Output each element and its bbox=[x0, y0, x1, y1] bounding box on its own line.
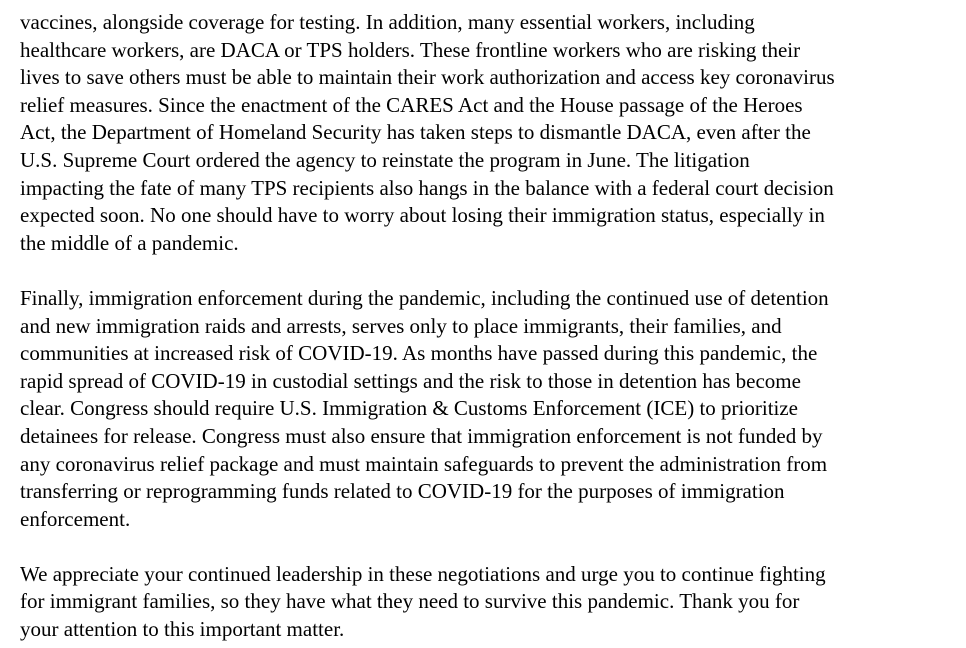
text-line: relief measures. Since the enactment of the CARES Act and the House passage of the Heroes bbox=[20, 92, 803, 117]
text-line: enforcement. bbox=[20, 506, 131, 531]
text-line: expected soon. No one should have to worry about losing their immigration status, especially in bbox=[20, 203, 825, 228]
text-line: vaccines, alongside coverage for testing. In addition, many essential workers, including bbox=[20, 10, 755, 34]
text-line: transferring or reprogramming funds related to COVID-19 for the purposes of immigration bbox=[20, 479, 785, 504]
paragraph-enforcement bbox=[20, 285, 956, 533]
text-line: Act, the Department of Homeland Security has taken steps to dismantle DACA, even after the bbox=[20, 120, 811, 145]
text-line: lives to save others must be able to maintain their work authorization and access key coronavirus bbox=[20, 65, 835, 90]
text-line: impacting the fate of many TPS recipients also hangs in the balance with a federal court decision bbox=[20, 175, 834, 200]
text-line: and new immigration raids and arrests, serves only to place immigrants, their families, and bbox=[20, 313, 782, 338]
text-line: We appreciate your continued leadership in these negotiations and urge you to continue fighting bbox=[20, 561, 826, 586]
letter-body bbox=[20, 9, 956, 644]
text-line: any coronavirus relief package and must maintain safeguards to prevent the administration from bbox=[20, 451, 828, 476]
paragraph-daca-tps bbox=[20, 9, 956, 257]
text-line: healthcare workers, are DACA or TPS holders. These frontline workers who are risking their bbox=[20, 37, 801, 62]
text-line: the middle of a pandemic. bbox=[20, 230, 239, 255]
text-line: your attention to this important matter. bbox=[20, 617, 345, 642]
text-line: clear. Congress should require U.S. Immigration & Customs Enforcement (ICE) to prioritize bbox=[20, 396, 799, 421]
text-line: U.S. Supreme Court ordered the agency to reinstate the program in June. The litigation bbox=[20, 147, 750, 172]
text-line: for immigrant families, so they have what they need to survive this pandemic. Thank you for bbox=[20, 589, 800, 614]
text-line: communities at increased risk of COVID-19. As months have passed during this pandemic, the bbox=[20, 341, 818, 366]
paragraph-closing bbox=[20, 561, 956, 644]
text-line: detainees for release. Congress must also ensure that immigration enforcement is not funded by bbox=[20, 423, 823, 448]
text-line: rapid spread of COVID-19 in custodial settings and the risk to those in detention has become bbox=[20, 368, 801, 393]
text-line: Finally, immigration enforcement during the pandemic, including the continued use of detention bbox=[20, 285, 829, 310]
